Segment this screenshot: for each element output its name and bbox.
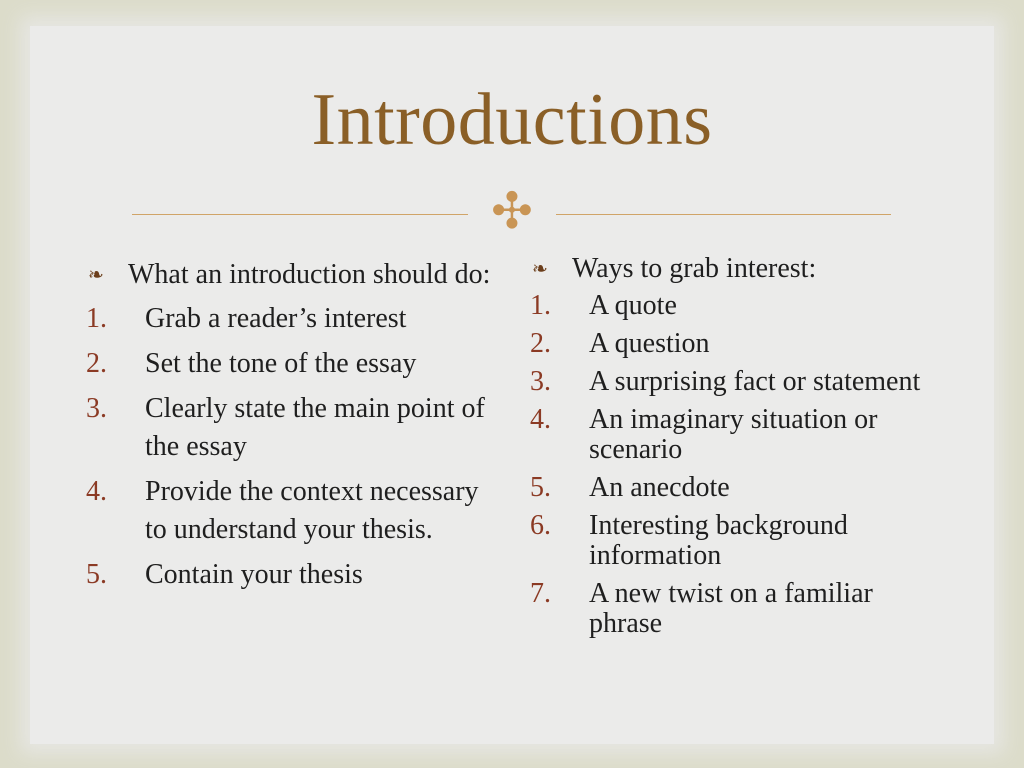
list-number: 1. xyxy=(86,303,107,334)
list-item-text: A new twist on a familiar phrase xyxy=(589,578,873,639)
left-heading-text: What an introduction should do: xyxy=(128,259,491,290)
list-item xyxy=(530,511,940,571)
fleuron-bullet-icon: ❧ xyxy=(88,264,104,286)
fleuron-bullet-icon: ❧ xyxy=(532,258,548,280)
intro-goals-list xyxy=(86,300,496,594)
list-item-text: Clearly state the main point of the essay xyxy=(145,393,485,462)
slide-title: Introductions xyxy=(311,79,713,161)
right-content-column xyxy=(530,253,940,639)
list-number: 4. xyxy=(530,404,551,435)
list-item-text: Provide the context necessary to understand your thesis. xyxy=(145,476,479,545)
list-item xyxy=(86,345,496,383)
list-item-text: A quote xyxy=(589,290,677,321)
list-item xyxy=(530,473,940,503)
list-item-text: A surprising fact or statement xyxy=(589,366,921,397)
list-item xyxy=(86,556,496,594)
list-item-text: Interesting background information xyxy=(589,510,848,571)
left-heading xyxy=(86,256,496,294)
list-item xyxy=(86,300,496,338)
grab-interest-list xyxy=(530,291,940,639)
list-number: 3. xyxy=(530,366,551,397)
list-item xyxy=(530,405,940,465)
list-number: 2. xyxy=(86,348,107,379)
list-item-text: An imaginary situation or scenario xyxy=(589,404,878,465)
list-item-text: Set the tone of the essay xyxy=(145,348,417,379)
flourish-ornament-icon: ✣ xyxy=(468,181,556,241)
list-item-text: A question xyxy=(589,328,710,359)
title-divider-right xyxy=(545,214,891,215)
left-content-column xyxy=(86,256,496,594)
right-heading xyxy=(530,253,940,285)
right-heading-text: Ways to grab interest: xyxy=(572,253,817,284)
list-number: 6. xyxy=(530,510,551,541)
list-item xyxy=(530,579,940,639)
list-item xyxy=(86,390,496,466)
list-item xyxy=(86,473,496,549)
list-number: 5. xyxy=(86,559,107,590)
title-divider-left xyxy=(132,214,480,215)
list-item-text: An anecdote xyxy=(589,472,730,503)
list-number: 2. xyxy=(530,328,551,359)
list-number: 4. xyxy=(86,476,107,507)
list-number: 7. xyxy=(530,578,551,609)
list-number: 1. xyxy=(530,290,551,321)
list-item-text: Contain your thesis xyxy=(145,559,363,590)
list-item xyxy=(530,367,940,397)
list-item xyxy=(530,291,940,321)
list-number: 5. xyxy=(530,472,551,503)
list-number: 3. xyxy=(86,393,107,424)
list-item-text: Grab a reader’s interest xyxy=(145,303,407,334)
list-item xyxy=(530,329,940,359)
